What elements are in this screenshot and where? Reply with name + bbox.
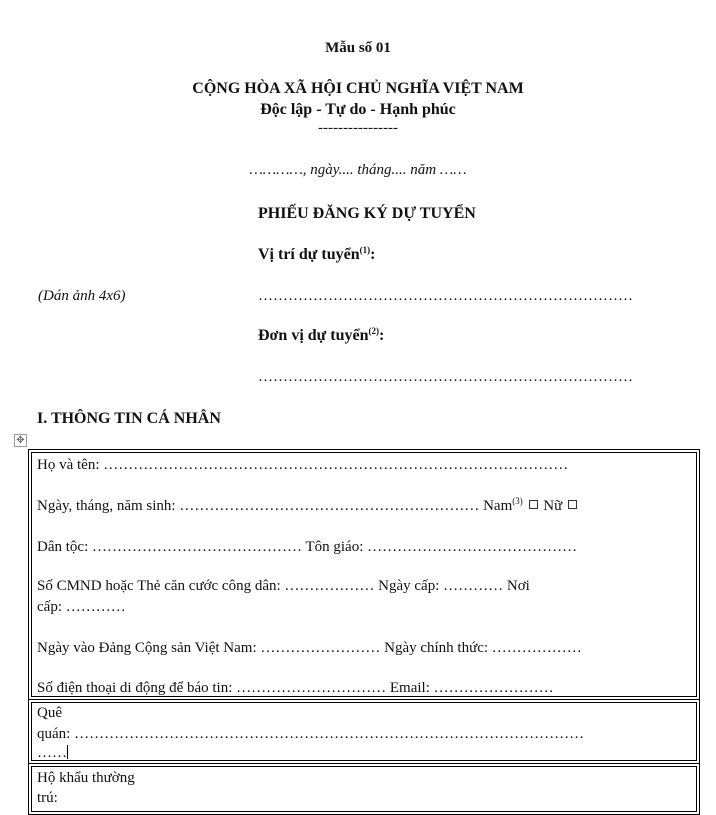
phone-email-field[interactable]: Số điện thoại di động để báo tin: ………………………… Email: …………………… (37, 680, 554, 696)
dob-field[interactable] (37, 498, 579, 515)
residence-field[interactable]: trú: (37, 790, 58, 806)
section-personal-info-title: I. THÔNG TIN CÁ NHÂN (37, 410, 221, 427)
female-checkbox[interactable] (568, 500, 577, 509)
ethnic-religion-field[interactable]: Dân tộc: …………………………………… Tôn giáo: …………………………………… (37, 539, 578, 555)
hometown-field[interactable]: quán: ………………………………………………………………………………………… (37, 726, 585, 742)
position-label-text: Vị trí dự tuyển (258, 246, 360, 263)
move-icon[interactable]: ✥ (14, 434, 27, 447)
hometown-label-1: Quê (37, 705, 62, 721)
photo-placeholder: (Dán ảnh 4x6) (38, 288, 126, 304)
male-checkbox[interactable] (529, 500, 538, 509)
party-date-field[interactable]: Ngày vào Đảng Cộng sản Việt Nam: …………………… Ngày chính thức: ……………… (37, 640, 582, 656)
header-divider: ---------------- (318, 120, 398, 136)
form-number: Mẫu số 01 (325, 40, 391, 56)
date-line: …………, ngày.... tháng.... năm …… (249, 162, 467, 178)
full-name-field[interactable]: Họ và tên: ………………………………………………………………………………… (37, 457, 569, 473)
female-label: Nữ (543, 498, 563, 514)
personal-info-cell (31, 452, 697, 697)
position-label (258, 246, 375, 264)
footnote-2: (2) (368, 326, 379, 336)
residence-label: Hộ khẩu thường (37, 770, 135, 786)
unit-label-text: Đơn vị dự tuyển (258, 327, 369, 344)
national-motto: Độc lập - Tự do - Hạnh phúc (260, 101, 456, 118)
country-name: CỘNG HÒA XÃ HỘI CHỦ NGHĨA VIỆT NAM (192, 80, 524, 97)
footnote-3: (3) (512, 496, 523, 506)
footnote-1: (1) (359, 245, 371, 255)
dob-text: Ngày, tháng, năm sinh: …………………………………………………… Nam (37, 498, 513, 514)
id-card-field[interactable]: Số CMND hoặc Thẻ căn cước công dân: ……………… Ngày cấp: ………… Nơi (37, 578, 530, 594)
position-input[interactable]: ………………………………………………………………… (258, 288, 633, 304)
hometown-field-cont[interactable] (37, 745, 68, 762)
unit-input[interactable]: ………………………………………………………………… (258, 369, 633, 385)
id-issue-place-field[interactable]: cấp: ………… (37, 599, 126, 615)
unit-label (258, 327, 384, 345)
text-cursor (67, 745, 68, 759)
unit-colon: : (378, 327, 385, 344)
position-colon: : (370, 246, 376, 263)
form-title: PHIẾU ĐĂNG KÝ DỰ TUYỂN (258, 205, 476, 222)
hometown-dots: …… (37, 745, 67, 761)
